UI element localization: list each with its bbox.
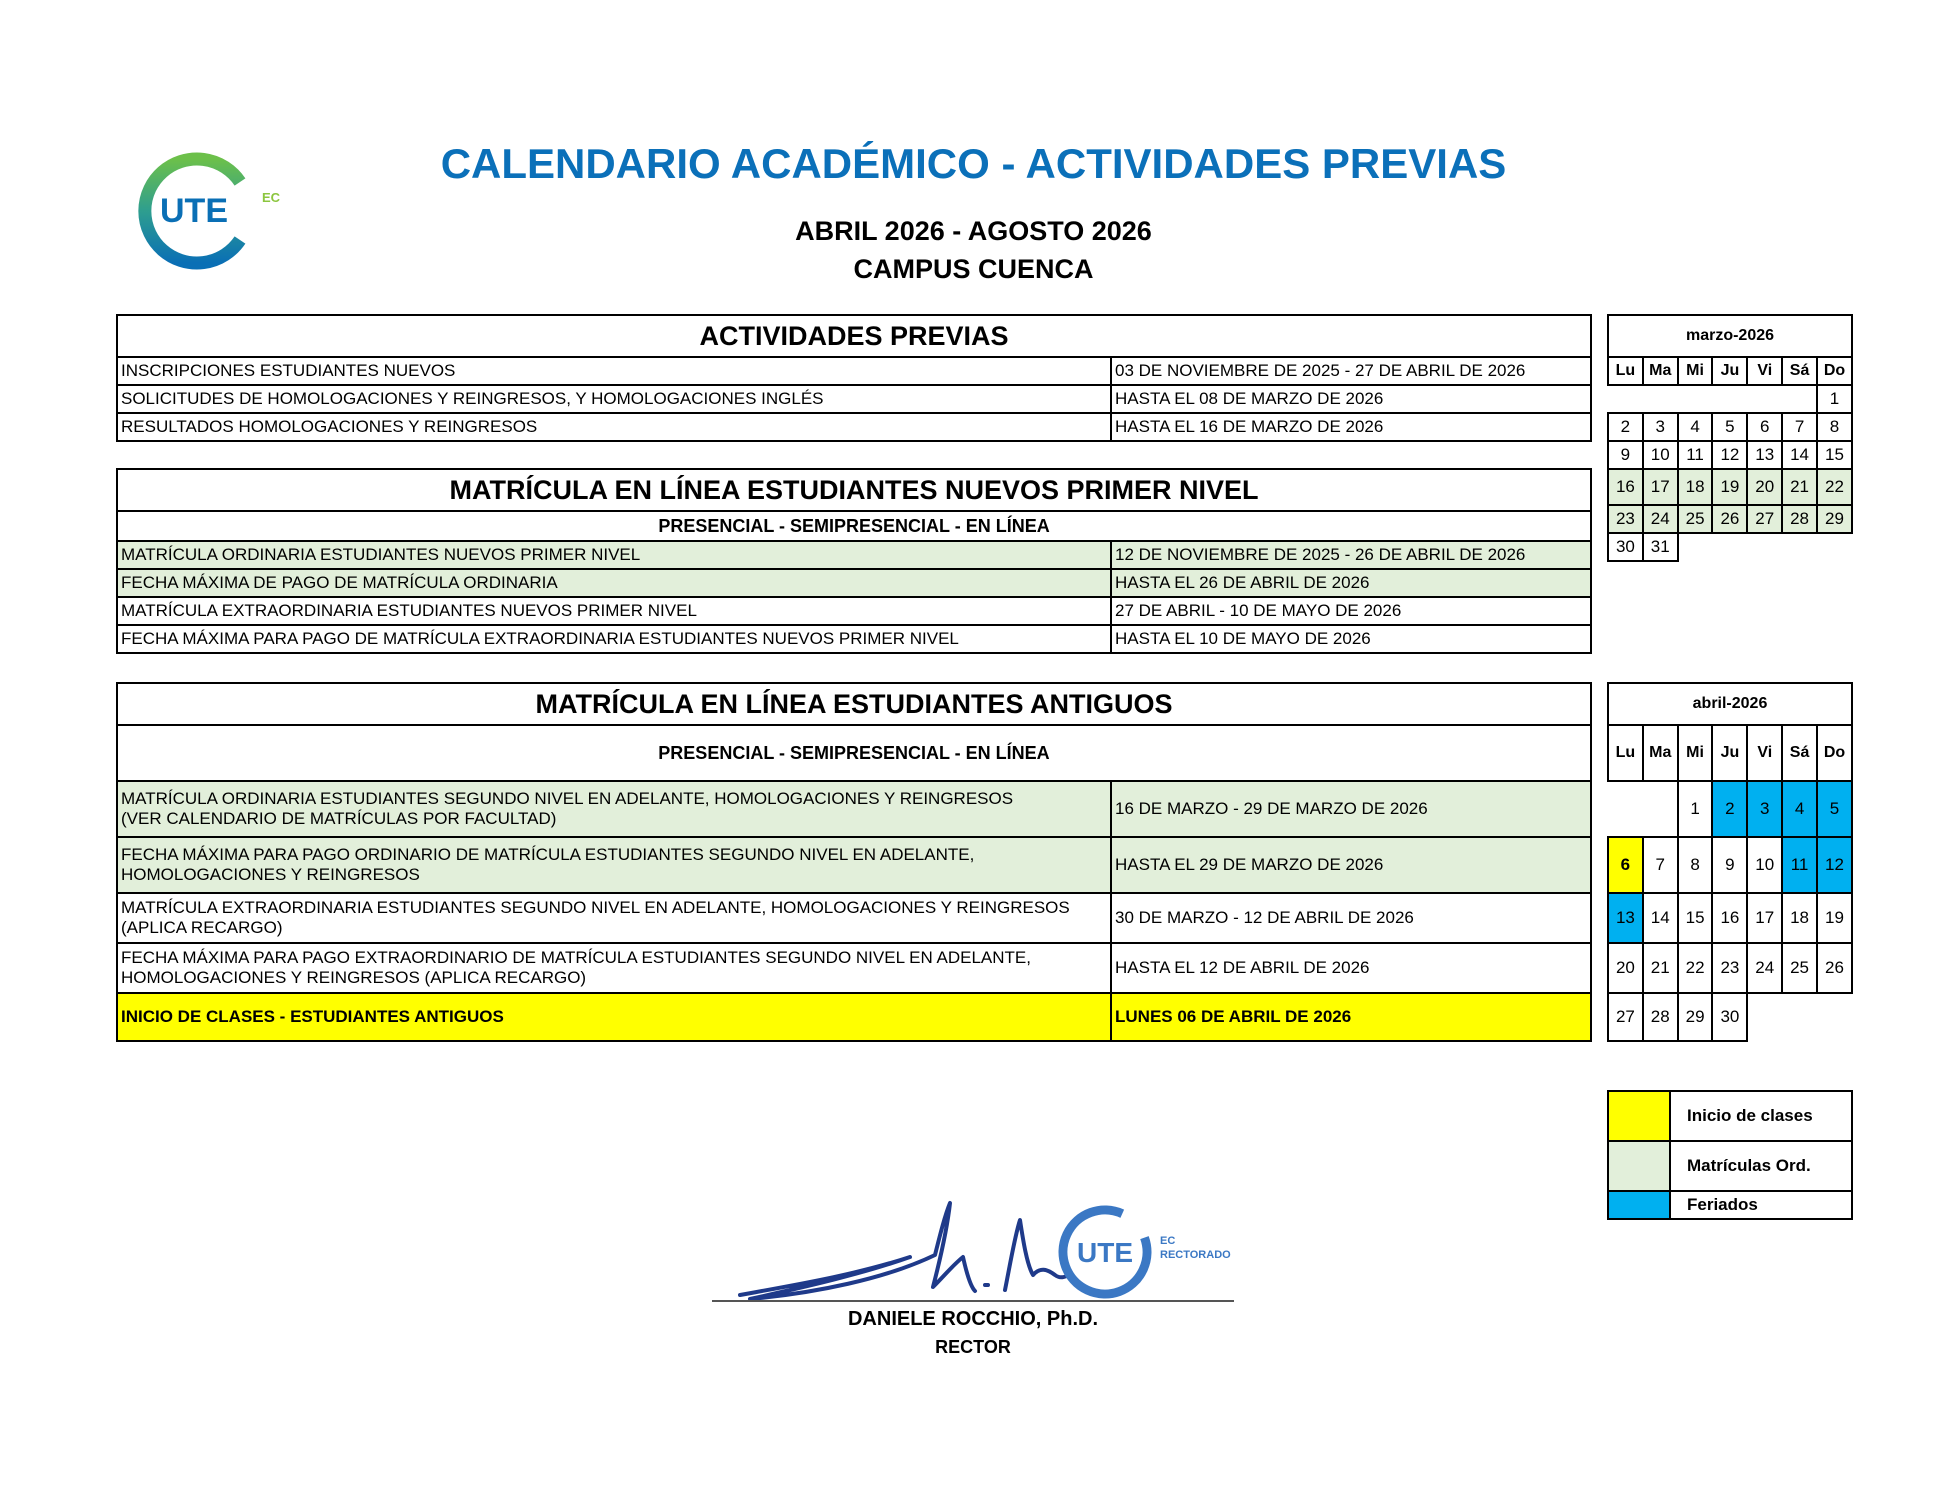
calendar-week bbox=[1608, 993, 1852, 1041]
weekday-header: Ju bbox=[1712, 725, 1747, 781]
signer-role: RECTOR bbox=[935, 1337, 1011, 1357]
calendar-week bbox=[1608, 469, 1852, 505]
class-start-row bbox=[117, 993, 1591, 1041]
calendar-day: 1 bbox=[1678, 781, 1713, 837]
calendar-day: 9 bbox=[1712, 837, 1747, 893]
table-row bbox=[117, 781, 1591, 837]
actividades-previas-table bbox=[116, 314, 1592, 442]
activity-cell: INICIO DE CLASES - ESTUDIANTES ANTIGUOS bbox=[117, 993, 1111, 1041]
calendar-day: 15 bbox=[1817, 441, 1852, 469]
calendar-day: 23 bbox=[1712, 943, 1747, 993]
calendar-empty-cell bbox=[1608, 781, 1643, 837]
activity-line: FECHA MÁXIMA PARA PAGO ORDINARIO DE MATRÍCULA ESTUDIANTES SEGUNDO NIVEL EN ADELANTE, bbox=[121, 844, 975, 864]
activity-cell: INSCRIPCIONES ESTUDIANTES NUEVOS bbox=[117, 357, 1111, 385]
table-row bbox=[117, 893, 1591, 943]
weekday-header: Ma bbox=[1643, 357, 1678, 385]
calendar-day: 30 bbox=[1608, 533, 1643, 561]
calendar-day: 2 bbox=[1712, 781, 1747, 837]
calendar-day: 2 bbox=[1608, 413, 1643, 441]
calendar-day: 27 bbox=[1608, 993, 1643, 1041]
calendar-day: 10 bbox=[1643, 441, 1678, 469]
matricula-nuevos-table bbox=[116, 468, 1592, 654]
date-cell: HASTA EL 10 DE MAYO DE 2026 bbox=[1111, 625, 1591, 653]
calendar-day: 12 bbox=[1817, 837, 1852, 893]
table-row bbox=[117, 837, 1591, 893]
calendar-day: 11 bbox=[1782, 837, 1817, 893]
legend bbox=[1607, 1090, 1853, 1220]
table-title: MATRÍCULA EN LÍNEA ESTUDIANTES ANTIGUOS bbox=[117, 683, 1591, 725]
calendar-empty-cell bbox=[1817, 993, 1852, 1041]
calendar-empty-cell bbox=[1782, 533, 1817, 561]
calendar-day: 3 bbox=[1747, 781, 1782, 837]
calendar-day: 17 bbox=[1747, 893, 1782, 943]
svg-text:UTE: UTE bbox=[160, 192, 228, 230]
activity-cell: FECHA MÁXIMA PARA PAGO DE MATRÍCULA EXTRAORDINARIA ESTUDIANTES NUEVOS PRIMER NIVEL bbox=[117, 625, 1111, 653]
legend-label: Feriados bbox=[1670, 1191, 1852, 1219]
calendar-day: 28 bbox=[1643, 993, 1678, 1041]
calendar-empty-cell bbox=[1643, 385, 1678, 413]
calendar-april bbox=[1607, 682, 1853, 1042]
calendar-day: 5 bbox=[1817, 781, 1852, 837]
calendar-day: 17 bbox=[1643, 469, 1678, 505]
calendar-empty-cell bbox=[1747, 385, 1782, 413]
calendar-empty-cell bbox=[1678, 385, 1713, 413]
activity-line: MATRÍCULA EXTRAORDINARIA ESTUDIANTES SEGUNDO NIVEL EN ADELANTE, HOMOLOGACIONES Y REINGRESOS bbox=[121, 897, 1070, 917]
calendar-day: 16 bbox=[1608, 469, 1643, 505]
table-row bbox=[117, 385, 1591, 413]
weekday-header: Mi bbox=[1678, 725, 1713, 781]
calendar-empty-cell bbox=[1817, 533, 1852, 561]
table-row bbox=[117, 569, 1591, 597]
calendar-empty-cell bbox=[1747, 993, 1782, 1041]
activity-line: HOMOLOGACIONES Y REINGRESOS bbox=[121, 865, 420, 884]
calendar-day: 7 bbox=[1643, 837, 1678, 893]
calendar-day: 21 bbox=[1782, 469, 1817, 505]
calendar-empty-cell bbox=[1608, 385, 1643, 413]
calendar-day: 5 bbox=[1712, 413, 1747, 441]
calendar-empty-cell bbox=[1782, 993, 1817, 1041]
calendar-day: 24 bbox=[1643, 505, 1678, 533]
calendar-day: 26 bbox=[1817, 943, 1852, 993]
svg-text:UTE: UTE bbox=[1077, 1237, 1133, 1268]
calendar-day: 8 bbox=[1817, 413, 1852, 441]
calendar-week bbox=[1608, 837, 1852, 893]
calendar-week bbox=[1608, 385, 1852, 413]
calendar-day: 6 bbox=[1747, 413, 1782, 441]
calendar-day: 22 bbox=[1817, 469, 1852, 505]
calendar-day: 31 bbox=[1643, 533, 1678, 561]
table-title: ACTIVIDADES PREVIAS bbox=[117, 315, 1591, 357]
calendar-day: 24 bbox=[1747, 943, 1782, 993]
weekday-header: Do bbox=[1817, 357, 1852, 385]
calendar-day: 9 bbox=[1608, 441, 1643, 469]
calendar-week bbox=[1608, 533, 1852, 561]
calendar-week bbox=[1608, 943, 1852, 993]
activity-cell: MATRÍCULA EXTRAORDINARIA ESTUDIANTES NUEVOS PRIMER NIVEL bbox=[117, 597, 1111, 625]
svg-text:EC: EC bbox=[1160, 1235, 1176, 1247]
activity-line: (APLICA RECARGO) bbox=[121, 918, 283, 937]
activity-line: MATRÍCULA ORDINARIA ESTUDIANTES SEGUNDO NIVEL EN ADELANTE, HOMOLOGACIONES Y REINGRESOS bbox=[121, 788, 1014, 808]
calendar-day: 4 bbox=[1678, 413, 1713, 441]
period-subtitle: ABRIL 2026 - AGOSTO 2026 bbox=[795, 216, 1152, 246]
activity-line: FECHA MÁXIMA PARA PAGO EXTRAORDINARIO DE MATRÍCULA ESTUDIANTES SEGUNDO NIVEL EN ADELANTE, bbox=[121, 947, 1031, 967]
calendar-day: 4 bbox=[1782, 781, 1817, 837]
activity-cell bbox=[117, 943, 1111, 993]
calendar-week bbox=[1608, 413, 1852, 441]
calendar-day: 15 bbox=[1678, 893, 1713, 943]
calendar-day: 22 bbox=[1678, 943, 1713, 993]
signature-line bbox=[712, 1300, 1234, 1302]
calendar-day: 6 bbox=[1608, 837, 1643, 893]
calendar-day: 8 bbox=[1678, 837, 1713, 893]
legend-label: Matrículas Ord. bbox=[1670, 1141, 1852, 1191]
date-cell: 12 DE NOVIEMBRE DE 2025 - 26 DE ABRIL DE 2026 bbox=[1111, 541, 1591, 569]
calendar-day: 27 bbox=[1747, 505, 1782, 533]
activity-cell: RESULTADOS HOMOLOGACIONES Y REINGRESOS bbox=[117, 413, 1111, 441]
weekday-header: Lu bbox=[1608, 357, 1643, 385]
weekday-header: Vi bbox=[1747, 725, 1782, 781]
calendar-day: 25 bbox=[1782, 943, 1817, 993]
calendar-day: 13 bbox=[1608, 893, 1643, 943]
modality-row: PRESENCIAL - SEMIPRESENCIAL - EN LÍNEA bbox=[117, 725, 1591, 781]
date-cell: HASTA EL 16 DE MARZO DE 2026 bbox=[1111, 413, 1591, 441]
calendar-day: 19 bbox=[1817, 893, 1852, 943]
legend-swatch bbox=[1608, 1191, 1670, 1219]
legend-item bbox=[1608, 1091, 1852, 1141]
activity-cell bbox=[117, 893, 1111, 943]
svg-text:RECTORADO: RECTORADO bbox=[1160, 1249, 1231, 1261]
legend-swatch bbox=[1608, 1091, 1670, 1141]
calendar-empty-cell bbox=[1712, 533, 1747, 561]
weekday-header: Sá bbox=[1782, 725, 1817, 781]
calendar-day: 20 bbox=[1608, 943, 1643, 993]
activity-line: (VER CALENDARIO DE MATRÍCULAS POR FACULTAD) bbox=[121, 809, 557, 828]
activity-line: HOMOLOGACIONES Y REINGRESOS (APLICA RECARGO) bbox=[121, 968, 587, 987]
table-row bbox=[117, 413, 1591, 441]
table-row bbox=[117, 943, 1591, 993]
calendar-caption: marzo-2026 bbox=[1608, 315, 1852, 357]
date-cell: LUNES 06 DE ABRIL DE 2026 bbox=[1111, 993, 1591, 1041]
calendar-day: 11 bbox=[1678, 441, 1713, 469]
calendar-day: 12 bbox=[1712, 441, 1747, 469]
table-row bbox=[117, 625, 1591, 653]
calendar-caption: abril-2026 bbox=[1608, 683, 1852, 725]
calendar-day: 18 bbox=[1678, 469, 1713, 505]
table-row bbox=[117, 541, 1591, 569]
svg-text:EC: EC bbox=[262, 190, 281, 205]
weekday-header: Do bbox=[1817, 725, 1852, 781]
calendar-day: 13 bbox=[1747, 441, 1782, 469]
calendar-day: 23 bbox=[1608, 505, 1643, 533]
calendar-empty-cell bbox=[1782, 385, 1817, 413]
modality-row: PRESENCIAL - SEMIPRESENCIAL - EN LÍNEA bbox=[117, 511, 1591, 541]
weekday-header: Lu bbox=[1608, 725, 1643, 781]
calendar-day: 7 bbox=[1782, 413, 1817, 441]
legend-item bbox=[1608, 1191, 1852, 1219]
legend-label: Inicio de clases bbox=[1670, 1091, 1852, 1141]
activity-cell bbox=[117, 837, 1111, 893]
calendar-day: 14 bbox=[1643, 893, 1678, 943]
legend-swatch bbox=[1608, 1141, 1670, 1191]
activity-cell: FECHA MÁXIMA DE PAGO DE MATRÍCULA ORDINARIA bbox=[117, 569, 1111, 597]
date-cell: HASTA EL 26 DE ABRIL DE 2026 bbox=[1111, 569, 1591, 597]
activity-cell bbox=[117, 781, 1111, 837]
calendar-empty-cell bbox=[1712, 385, 1747, 413]
calendar-day: 3 bbox=[1643, 413, 1678, 441]
calendar-week bbox=[1608, 893, 1852, 943]
activity-cell: SOLICITUDES DE HOMOLOGACIONES Y REINGRESOS, Y HOMOLOGACIONES INGLÉS bbox=[117, 385, 1111, 413]
weekday-header: Vi bbox=[1747, 357, 1782, 385]
calendar-march bbox=[1607, 314, 1853, 562]
calendar-day: 28 bbox=[1782, 505, 1817, 533]
calendar-day: 14 bbox=[1782, 441, 1817, 469]
calendar-day: 29 bbox=[1678, 993, 1713, 1041]
calendar-day: 26 bbox=[1712, 505, 1747, 533]
date-cell: HASTA EL 29 DE MARZO DE 2026 bbox=[1111, 837, 1591, 893]
calendar-day: 21 bbox=[1643, 943, 1678, 993]
calendar-day: 19 bbox=[1712, 469, 1747, 505]
table-row bbox=[117, 597, 1591, 625]
signer-name: DANIELE ROCCHIO, Ph.D. bbox=[847, 1308, 1098, 1330]
legend-item bbox=[1608, 1141, 1852, 1191]
date-cell: 16 DE MARZO - 29 DE MARZO DE 2026 bbox=[1111, 781, 1591, 837]
weekday-header: Ma bbox=[1643, 725, 1678, 781]
weekday-header: Ju bbox=[1712, 357, 1747, 385]
rectorado-stamp bbox=[1055, 1202, 1235, 1302]
calendar-day: 16 bbox=[1712, 893, 1747, 943]
calendar-day: 29 bbox=[1817, 505, 1852, 533]
date-cell: HASTA EL 12 DE ABRIL DE 2026 bbox=[1111, 943, 1591, 993]
calendar-week bbox=[1608, 505, 1852, 533]
calendar-day: 10 bbox=[1747, 837, 1782, 893]
date-cell: HASTA EL 08 DE MARZO DE 2026 bbox=[1111, 385, 1591, 413]
activity-cell: MATRÍCULA ORDINARIA ESTUDIANTES NUEVOS PRIMER NIVEL bbox=[117, 541, 1111, 569]
date-cell: 03 DE NOVIEMBRE DE 2025 - 27 DE ABRIL DE 2026 bbox=[1111, 357, 1591, 385]
calendar-day: 1 bbox=[1817, 385, 1852, 413]
calendar-day: 25 bbox=[1678, 505, 1713, 533]
weekday-header: Sá bbox=[1782, 357, 1817, 385]
matricula-antiguos-table bbox=[116, 682, 1592, 1042]
calendar-day: 20 bbox=[1747, 469, 1782, 505]
date-cell: 30 DE MARZO - 12 DE ABRIL DE 2026 bbox=[1111, 893, 1591, 943]
page-title: CALENDARIO ACADÉMICO - ACTIVIDADES PREVIAS bbox=[440, 140, 1507, 187]
date-cell: 27 DE ABRIL - 10 DE MAYO DE 2026 bbox=[1111, 597, 1591, 625]
calendar-week bbox=[1608, 781, 1852, 837]
calendar-empty-cell bbox=[1747, 533, 1782, 561]
calendar-day: 18 bbox=[1782, 893, 1817, 943]
campus-subtitle: CAMPUS CUENCA bbox=[853, 254, 1094, 284]
calendar-empty-cell bbox=[1643, 781, 1678, 837]
table-title: MATRÍCULA EN LÍNEA ESTUDIANTES NUEVOS PRIMER NIVEL bbox=[117, 469, 1591, 511]
table-row bbox=[117, 357, 1591, 385]
weekday-header: Mi bbox=[1678, 357, 1713, 385]
calendar-day: 30 bbox=[1712, 993, 1747, 1041]
calendar-week bbox=[1608, 441, 1852, 469]
calendar-empty-cell bbox=[1678, 533, 1713, 561]
